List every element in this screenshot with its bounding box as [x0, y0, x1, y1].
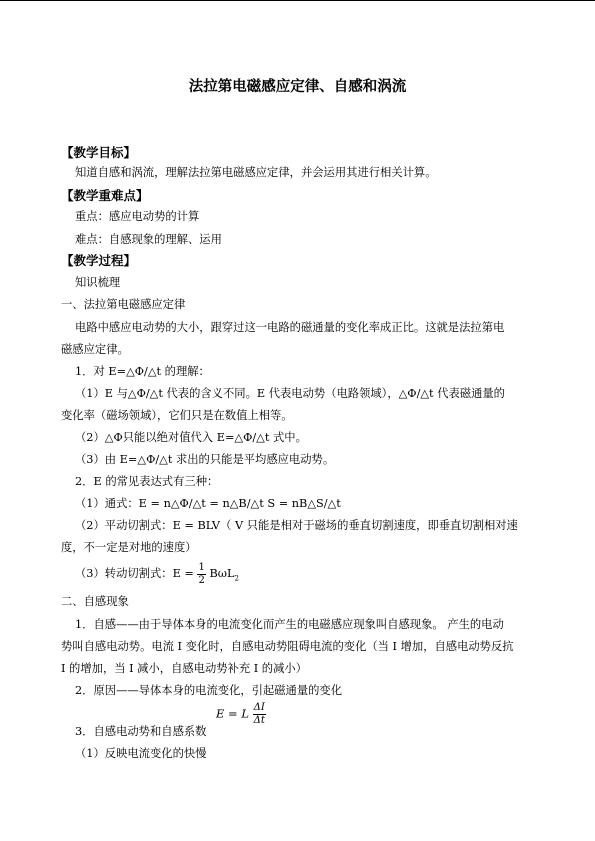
part2-item1-line1: 1．自感——由于导体本身的电流变化而产生的电磁感应现象叫自感现象。 产生的电动: [75, 618, 504, 631]
formula-fraction: [253, 703, 266, 726]
formula-numerator: ΔI: [253, 702, 265, 713]
key-point-text: 重点：感应电动势的计算: [75, 210, 200, 223]
part2-heading: 二、自感现象: [61, 595, 129, 608]
part1-item2-3: [75, 559, 239, 593]
part1-heading: 一、法拉第电磁感应定律: [61, 298, 186, 311]
process-heading: 【教学过程】: [61, 253, 137, 268]
formula-lhs: E = L: [216, 706, 249, 721]
self-inductance-formula: [216, 703, 266, 726]
part1-item2: 2．E 的常见表达式有三种：: [75, 475, 219, 488]
key-heading: 【教学重难点】: [61, 188, 149, 203]
part1-item1-1-line2: 变化率（磁场领域），它们只是在数值上相等。: [61, 409, 293, 422]
half-denominator: 2: [198, 574, 205, 586]
part1-item1-3: （3）由 E=△Φ/△t 求出的只能是平均感应电动势。: [75, 453, 335, 466]
part2-item3: 3．自感电动势和自感系数: [75, 725, 207, 738]
part1-paragraph-line2: 磁感应定律。: [61, 343, 129, 356]
difficult-point-text: 难点：自感现象的理解、运用: [75, 233, 222, 246]
half-fraction: [197, 563, 205, 586]
formula-denominator: Δt: [253, 715, 265, 726]
top-border-line: [0, 0, 595, 1]
part2-item1-line2: 势叫自感电动势。电流 I 变化时，自感电动势阻碍电流的变化（当 I 增加，自感电动势反抗: [61, 640, 514, 653]
half-numerator: 1: [198, 561, 205, 573]
part1-item2-1: （1）通式：E = n△Φ/△t = n△B/△t S = nB△S/△t: [75, 497, 341, 510]
document-title: 法拉第电磁感应定律、自感和涡流: [188, 79, 407, 95]
part1-item1-1-line1: （1）E 与△Φ/△t 代表的含义不同。E 代表电动势（电路领域），△Φ/△t 代表磁通量的: [75, 387, 505, 400]
goal-heading: 【教学目标】: [61, 145, 137, 160]
part2-item2: 2．原因——导体本身的电流变化，引起磁通量的变化: [75, 684, 343, 697]
part1-paragraph-line1: 电路中感应电动势的大小，跟穿过这一电路的磁通量的变化率成正比。这就是法拉第电: [75, 321, 505, 334]
part2-item1-line3: I 的增加，当 I 减小，自感电动势补充 I 的减小）: [61, 662, 307, 675]
knowledge-label: 知识梳理: [75, 276, 121, 289]
part1-item1: 1．对 E=△Φ/△t 的理解：: [75, 365, 210, 378]
part2-item3-1: （1）反映电流变化的快慢: [75, 747, 207, 760]
goal-text: 知道自感和涡流，理解法拉第电磁感应定律，并会运用其进行相关计算。: [75, 166, 437, 179]
rotation-formula-subscript: 2: [234, 574, 239, 583]
part1-item1-2: （2）△Φ只能以绝对值代入 E=△Φ/△t 式中。: [75, 431, 307, 444]
rotation-formula-prefix: （3）转动切割式：E =: [75, 567, 194, 580]
part1-item2-2-line1: （2）平动切割式：E = BLV（ V 只能是相对于磁场的垂直切割速度，即垂直切割相对速: [75, 519, 518, 532]
rotation-formula-suffix: BωL: [209, 567, 235, 580]
part1-item2-2-line2: 度，不一定是对地的速度）: [61, 541, 197, 554]
